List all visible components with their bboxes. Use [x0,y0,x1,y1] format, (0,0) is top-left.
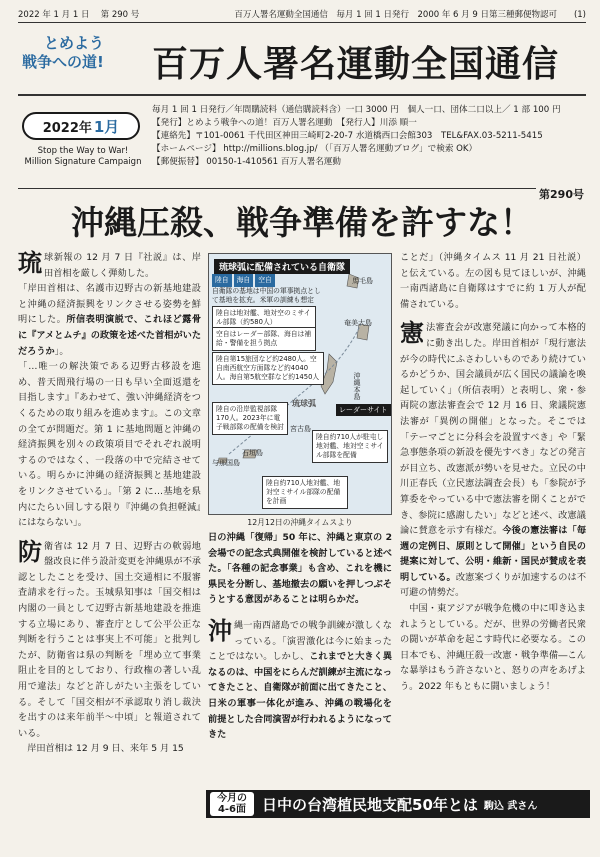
paragraph: 日の沖縄「復帰」50 年に、沖縄と東京の 2 会場での記念式典開催を検討していると述べた。「各種の記念事業」も含め、これを機に県民を分断し、基地撤去の願いを押しつぶそうとする意図があることは明らかだ。 [208,532,392,606]
header-bottom-divider [18,188,536,189]
drop-cap: 沖 [208,616,232,645]
issue-date: 2022 年 1 月 1 日 第 290 号 [18,10,140,20]
masthead-divider [18,94,586,96]
paragraph [400,320,586,601]
info-line: 【発行】とめよう戦争への道！百万人署名運動 【発行人】川添 順一 [152,118,417,128]
banner-title: 日中の台湾植民地支配50年とは [262,795,478,814]
left-column [18,250,201,790]
paragraph: 中国・東アジアが戦争危機の中に叩き込まれようとしている。だが、世界の労働者民衆の闘いが革命を起こす時代に必要なる。この日本でも、沖縄圧殺一改憲・戦争準備―こんな暴挙はもう許さないと、怒りの声をあげよう。2022 年もともに闘いましょう！ [400,603,586,693]
issue-month-badge [22,112,140,140]
stop-war-line-1: Stop the Way to War! [37,146,129,156]
stop-war-caption [18,146,148,168]
publication-meta: 百万人署名運動全国通信 毎月 1 回 1 日発行 2000 年 6 月 9 日第三種郵便物認可 (1) [234,10,586,20]
slogan-line-1: とめよう [44,34,105,52]
masthead-slogan [22,34,104,72]
emphasis-text: 所信表明演説で、これほど露骨に『アメとムチ』の政策を述べた首相がいただろうか [18,314,201,357]
place-ishigaki: 石垣島 [242,449,263,457]
legend-tag-gsdf: 陸自 [212,274,232,287]
banner-tag [210,792,254,816]
paragraph-text: 改憲案づくりが加速するのは不可避の情勢だ。 [400,571,586,599]
map-box-miyako: 陸自の沿岸監視部隊170人。2023年に電子戦部隊の配備を検討 [212,402,288,435]
middle-column [208,530,392,788]
paragraph-text: 衛省は 12 月 7 日、辺野古の軟弱地盤改良に伴う設計変更を沖縄県が不承認としたことを受け、国土交通相に不服審査請求を行った。玉城県知事は「国交相は内閣の一員として辺野古新基地建設を推進する立場にあり、審査庁として公平公正な判断を行うことは事実上不可能」と批判したが、防衛省は県の判断を「埋め立て事業阻止を目的としており、行政権の著しい乱用で違法」などと許しがたい主張をしている。そして「国交相が不承認取り消し裁決を出すのは来年前半〜中頃」と報道されている。 [18,540,201,739]
drop-cap: 琉 [18,250,42,277]
info-line: 【連絡先】〒101-0061 千代田区神田三崎町2-20-7 水道橋西口会館303 TEL&FAX.03-5211-5415 [152,131,543,141]
map-box-ishigaki: 陸自約710人が駐屯し地対艦、地対空ミサイル部隊を配備 [312,430,388,463]
map-legend-text: 自衛隊の基地は中国の軍事拠点として基地を拡充。米軍の訓練も想定 [212,287,321,304]
map-box-amami-2: 空自はレーダー部隊、海自は補給・警備を担う拠点 [212,327,316,351]
paragraph-text: 「岸田首相は、名護市辺野古の新基地建設と沖縄の経済振興をリンクさせる姿勢を鮮明にした。 [18,283,201,326]
map-box-okinawa: 陸自第15旅団など約2480人。空自南西航空方面隊など約4040人。海自第5航空群など約1450人 [212,352,324,385]
place-north: 馬毛島 [352,277,373,285]
paragraph: 「…唯一の解決策である辺野古移設を進め、普天間飛行場の一日も早い全面返還を目指します』『あわせて、強い沖縄経済をつくるための取り組みを進めます』。この文章の全てが問題だ。第 1 に基地問題と沖縄の経済振興を別々の政策項目でそれぞれ説明するのではなく、一段落の中で完結させている。明らかに沖縄の経済振興と基地建設をリンクさせている」。「第 2 に…基地を県内にたらい回しする限り『沖縄の負担軽減』にはならない」。 [18,361,201,529]
banner-tag-line-1: 今月の [217,793,247,804]
paragraph [18,281,201,359]
publication-info [152,104,572,169]
slogan-line-2: 戦争への道! [22,53,104,71]
paragraph: 岸田首相は 12 月 9 日、来年 5 月 15 [27,743,184,755]
map-box-amami: 陸自は地対艦、地対空のミサイル部隊（約580人） [212,306,316,330]
top-divider [18,22,586,23]
top-meta-line [18,8,586,20]
region-label: 琉球弧 [292,399,316,408]
paragraph [18,250,201,281]
map-legend-tags [212,274,275,287]
banner-author: 駒込 武さん [483,800,538,812]
info-line: 毎月 1 回 1 日発行／年間購読料（通信購読料含）一口 3000 円 個人一口、団体二口以上／ 1 部 100 円 [152,105,561,115]
emphasis-text: これまでと大きく異なるのは、中国をにらんだ訓練が主流になってきたこと、自衛隊が前面に出てきたこと、日米の軍事一体化が進み、沖縄の戦場化を前提とした合同演習が行われるようになってきた [208,651,392,741]
place-amami: 奄美大島 [344,319,372,327]
paragraph-text: 法審査会が改憲発議に向かって本格的に動き出した。岸田首相が「現行憲法が今の時代にふさわしいものであり続けているかどうか、国会議員が広く国民の議論を喚起していく」（所信表明）と表明し、衆・参両院の憲法審査会で 12 月 16 日、衆議院憲法審が「異例の開催」となった。そこでは「テーマごとに分科会を設置すべき」や「緊急事態条項の新設を優先すべき」などの発言が目立ち、改憲派が勢いを見せた。立民の中川正春氏（立民憲法調査会長）も「参院が予算委をやっている中で憲法審を開くことができ、参院に感謝したい」などと述べ、改憲議論に賛意を示す有様だ。 [400,322,586,537]
headline: 沖縄圧殺、戦争準備を許すな！ [71,203,533,242]
paragraph [208,618,392,743]
info-line: 【ホームページ】 http://millions.blog.jp/ （「百万人署名運動ブログ」で検索 OK） [152,144,478,154]
paragraph: ことだ」（沖縄タイムス 11 月 21 日社説）と伝えている。左の図も見てほしいが、沖縄一南西諸島に自衛隊はすでに約 1 万人が配備されている。 [400,252,586,310]
radar-label: レーダーサイト [336,404,391,416]
legend-tag-asdf: 空自 [255,274,275,287]
map-box-yonaguni: 陸自約710人地対艦、地対空ミサイル部隊の配備を計画 [262,476,348,509]
place-okinawa: 沖縄本島 [353,372,361,400]
map-caption: 12月12日の沖縄タイムスより [247,518,353,527]
banner-tag-line-2: 4-6面 [217,804,247,815]
year-label: 2022年 [42,120,92,136]
info-line: 【郵便振替】 00150-1-410561 百万人署名運動 [152,157,341,167]
place-yonaguni: 与那国島 [212,459,240,467]
issue-number: 第290号 [539,188,584,201]
drop-cap: 憲 [400,319,424,348]
paragraph-text: 縄一南西諸島での戦争訓練が激しくなっている。「演習激化は今に始まったことではない。しかし、 [208,619,392,663]
month-label: 1月 [93,117,120,136]
paragraph [18,539,201,742]
paragraph-text: 」。 [54,345,69,357]
feature-banner [206,790,590,818]
drop-cap: 防 [18,537,42,566]
stop-war-line-2: Million Signature Campaign [24,157,142,167]
emphasis-text: 今後の憲法審は「毎週の定例日、原則として開催」という自民の提案に対して、公明・維新・国民が賛成を表明している。 [400,525,586,583]
legend-tag-msdf: 海自 [234,274,254,287]
masthead-title: 百万人署名運動全国通信 [152,44,560,85]
right-column [400,250,586,788]
paragraph-text: 球新報の 12 月 7 日『社説』は、岸田首相を厳しく弾劾した。 [44,252,201,279]
place-miyako: 宮古島 [290,425,311,433]
map-title: 琉球弧に配備されている自衛隊 [214,259,350,274]
